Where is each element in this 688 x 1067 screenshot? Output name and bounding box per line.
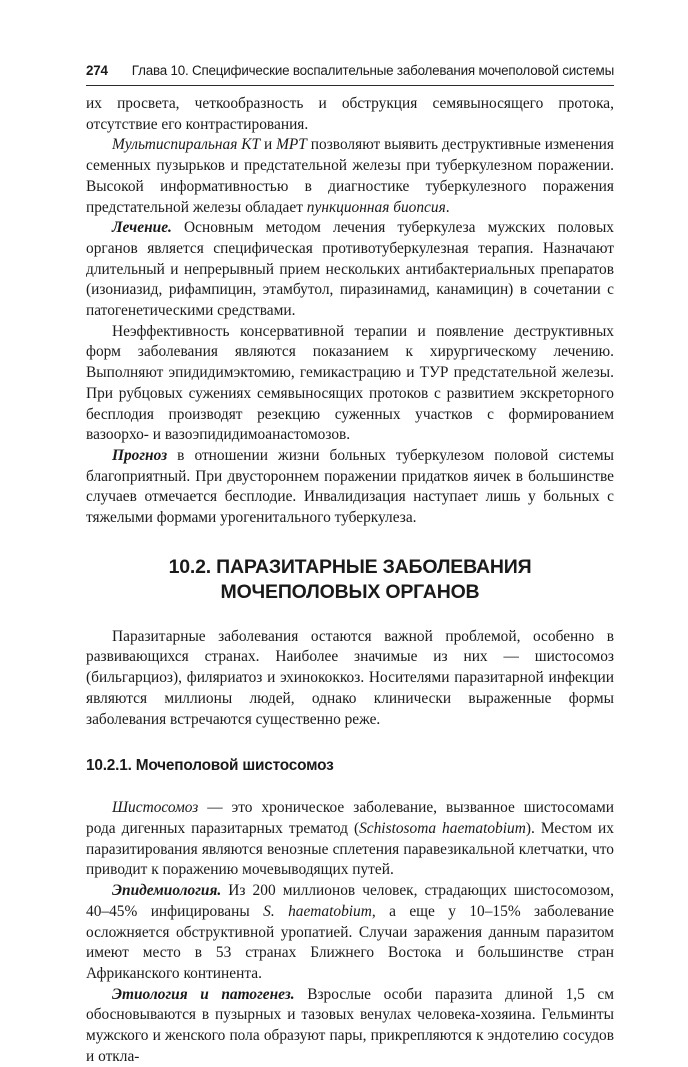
page-number: 274	[86, 63, 108, 78]
paragraph-lead: Шистосомоз	[112, 799, 199, 817]
paragraph-lead: Лечение.	[112, 219, 172, 237]
paragraph-treatment: Лечение. Основным методом лечения туберкулеза мужских половых органов является специфическая противотуберкулезная терапия. Назначают длительный и непрерывный прием нескольких антибактериальных препаратов (изониазид, рифампицин, этамбутол, пиразинамид, канамицин) в сочетании с патогенетическими средствами.	[86, 219, 614, 320]
paragraph-lead: Этиология и патогенез.	[112, 985, 295, 1003]
paragraph-prognosis: Прогноз в отношении жизни больных туберкулезом половой системы благоприятный. При двустороннем поражении придатков яичек в большинстве случаев отмечается бесплодие. Инвалидизация наступает лишь у больных с тяжелыми формами урогенитального туберкулеза.	[86, 446, 614, 527]
chapter-title: Глава 10. Специфические воспалительные заболевания мочеполовой системы	[131, 63, 614, 78]
running-header	[86, 62, 614, 86]
paragraph-lead: Эпидемиология.	[112, 882, 222, 900]
body-text	[86, 94, 614, 1067]
header-rule	[86, 85, 614, 86]
paragraph-etiology: Этиология и патогенез. Взрослые особи паразита длиной 1,5 см обосновываются в пузырных и тазовых венулах человека-хозяина. Гельминты мужского и женского пола образуют пары, прикрепляются к эндотелию сосудов и откла-	[86, 985, 614, 1065]
paragraph-continuation: их просвета, четкообразность и обструкция семявыносящего протока, отсутствие его контрастирования.	[86, 95, 614, 133]
paragraph-lead: Мультиспиральная КТ	[112, 136, 261, 154]
paragraph-schistosomiasis-definition: Шистосомоз — это хроническое заболевание, вызванное шистосомами рода дигенных паразитарных трематод (Schistosoma haematobium). Местом их паразитирования являются венозные сплетения паравезикальной клетчатки, что приводит к поражению мочевыводящих путей.	[86, 799, 614, 879]
paragraph-epidemiology: Эпидемиология. Из 200 миллионов человек, страдающих шистосомозом, 40–45% инфицированы S. haematobium, а еще у 10–15% заболевание осложняется обструктивной уропатией. Случаи заражения данным паразитом имеют место в 53 странах Ближнего Востока и большинстве стран Африканского континента.	[86, 882, 614, 982]
paragraph-surgery: Неэффективность консервативной терапии и появление деструктивных форм заболевания являются показанием к хирургическому лечению. Выполняют эпидидимэктомию, гемикастрацию и ТУР предстательной железы. При рубцовых сужениях семявыносящих протоков с развитием экскреторного бесплодия производят резекцию суженных участков с формированием вазоорхо- и вазоэпидидимоанастомозов.	[86, 322, 614, 444]
section-title: 10.2. ПАРАЗИТАРНЫЕ ЗАБОЛЕВАНИЯ МОЧЕПОЛОВЫХ ОРГАНОВ	[168, 555, 532, 603]
paragraph-parasitic-intro: Паразитарные заболевания остаются важной проблемой, особенно в развивающихся странах. Наиболее значимые из них — шистосомоз (бильгарциоз), филяриатоз и эхинококкоз. Носителями паразитарной инфекции являются миллионы людей, однако клинически выраженные формы заболевания встречаются существенно реже.	[86, 627, 614, 728]
paragraph-imaging: Мультиспиральная КТ и МРТ позволяют выявить деструктивные изменения семенных пузырьков и предстательной железы при туберкулезном поражении. Высокой информативностью в диагностике туберкулезного поражения предстательной железы обладает пункционная биопсия.	[86, 136, 615, 216]
paragraph-lead: Прогноз	[112, 446, 168, 464]
subsection-title: 10.2.1. Мочеполовой шистосомоз	[86, 757, 334, 775]
